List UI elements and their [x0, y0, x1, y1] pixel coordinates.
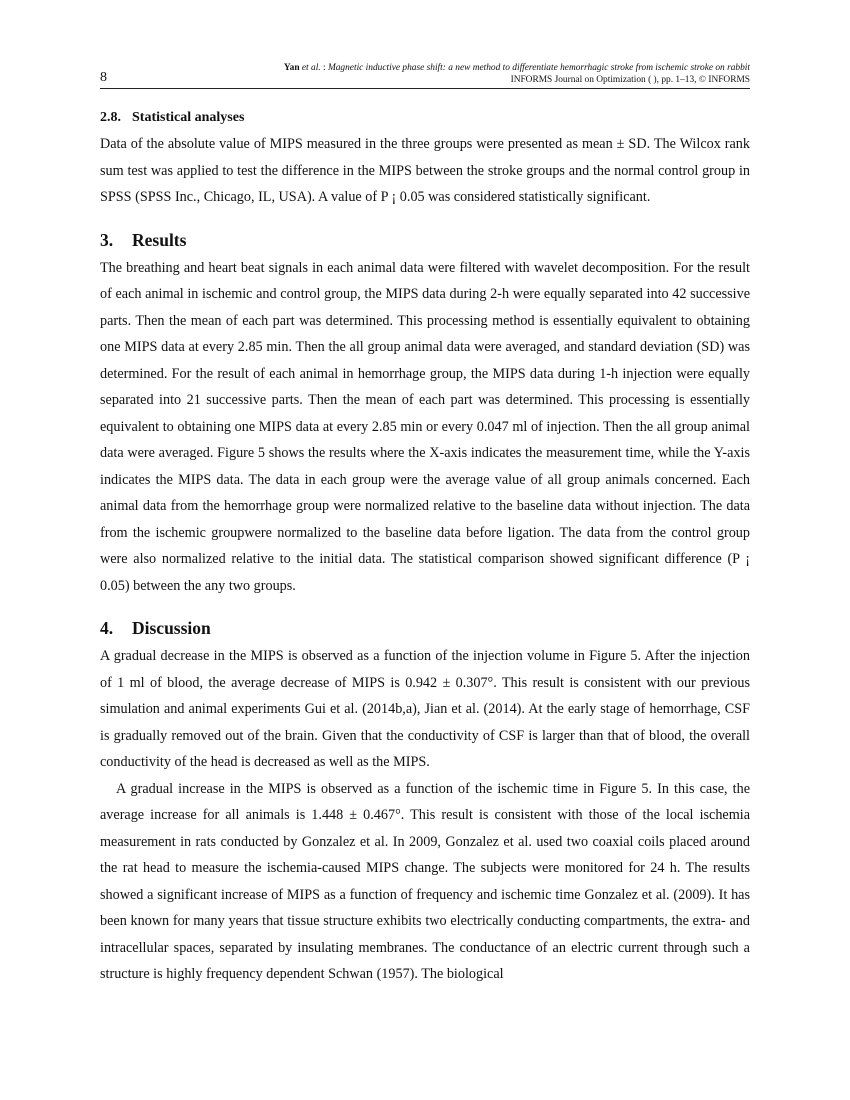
- section-number: 4.: [100, 618, 114, 638]
- section-number: 2.8.: [100, 110, 121, 125]
- running-et-al: et al.: [301, 63, 321, 73]
- journal-line: INFORMS Journal on Optimization ( ), pp. 1–13, © INFORMS: [510, 75, 750, 85]
- running-separator: :: [320, 63, 328, 73]
- paper-page: [100, 62, 750, 988]
- running-head: [284, 62, 750, 86]
- paragraph-results: The breathing and heart beat signals in each animal data were filtered with wavelet decomposition. For the result of each animal in ischemic and control group, the MIPS data during 2-h were equally separated into 42 successive parts. Then the mean of each part was determined. This processing method is essentially equivalent to obtaining one MIPS data at every 2.85 min. Then the all group animal data were averaged, and standard deviation (SD) was determined. For the result of each animal in hemorrhage group, the MIPS data during 1-h injection were equally separated into 21 successive parts. Then the mean of each part was determined. This processing is essentially equivalent to obtaining one MIPS data at every 2.85 min or every 0.047 ml of injection. Then the all group animal data were averaged. Figure 5 shows the results where the X-axis indicates the measurement time, while the Y-axis indicates the MIPS data. The data in each group were the average value of all group animals concerned. Each animal data from the hemorrhage group were normalized relative to the baseline data without injection. The data from the ischemic groupwere normalized to the baseline data before ligation. The data from the control group were also normalized relative to the initial data. The statistical comparison showed significant difference (P ¡ 0.05) between the any two groups.: [100, 259, 750, 594]
- section-title: Discussion: [132, 618, 211, 638]
- page-number: 8: [100, 70, 107, 85]
- section-number: 3.: [100, 229, 114, 250]
- paragraph-discussion-1: A gradual decrease in the MIPS is observed as a function of the injection volume in Figure 5. After the injection of 1 ml of blood, the average decrease of MIPS is 0.942 ± 0.307°. This result is consistent with our previous simulation and animal experiments Gui et al. (2014b,a), Jian et al. (2014). At the early stage of hemorrhage, CSF is gradually removed out of the brain. Given that the conductivity of CSF is larger than that of blood, the overall conductivity of the head is decreased as well as the MIPS.: [100, 648, 750, 770]
- paragraph-statistical-analyses: Data of the absolute value of MIPS measured in the three groups were presented as mean ± SD. The Wilcox rank sum test was applied to test the difference in the MIPS between the stroke groups and the normal control group in SPSS (SPSS Inc., Chicago, IL, USA). A value of P ¡ 0.05 was considered statistically significant.: [100, 136, 750, 205]
- section-heading-results: [100, 229, 750, 251]
- running-authors: Yan: [283, 63, 300, 73]
- running-title: Magnetic inductive phase shift: a new method to differentiate hemorrhagic stroke from ischemic stroke on rabbit: [327, 63, 750, 73]
- paragraph-discussion-2: A gradual increase in the MIPS is observed as a function of the ischemic time in Figure 5. In this case, the average increase for all animals is 1.448 ± 0.467°. This result is consistent with those of the local ischemia measurement in rats conducted by Gonzalez et al. In 2009, Gonzalez et al. used two coaxial coils placed around the rat head to measure the ischemia-caused MIPS change. The subjects were monitored for 24 h. The results showed a significant increase of MIPS as a function of frequency and ischemic time Gonzalez et al. (2009). It has been known for many years that tissue structure exhibits two electrically conducting compartments, the extra- and intracellular spaces, separated by insulating membranes. The conductance of an electric current through such a structure is highly frequency dependent Schwan (1957). The biological: [100, 780, 750, 982]
- running-title-line: [284, 62, 750, 74]
- section-title: Statistical analyses: [132, 110, 245, 125]
- section-title: Results: [132, 229, 187, 250]
- running-header: [100, 62, 750, 89]
- section-heading-statistical-analyses: [100, 109, 750, 127]
- section-heading-discussion: [100, 617, 750, 639]
